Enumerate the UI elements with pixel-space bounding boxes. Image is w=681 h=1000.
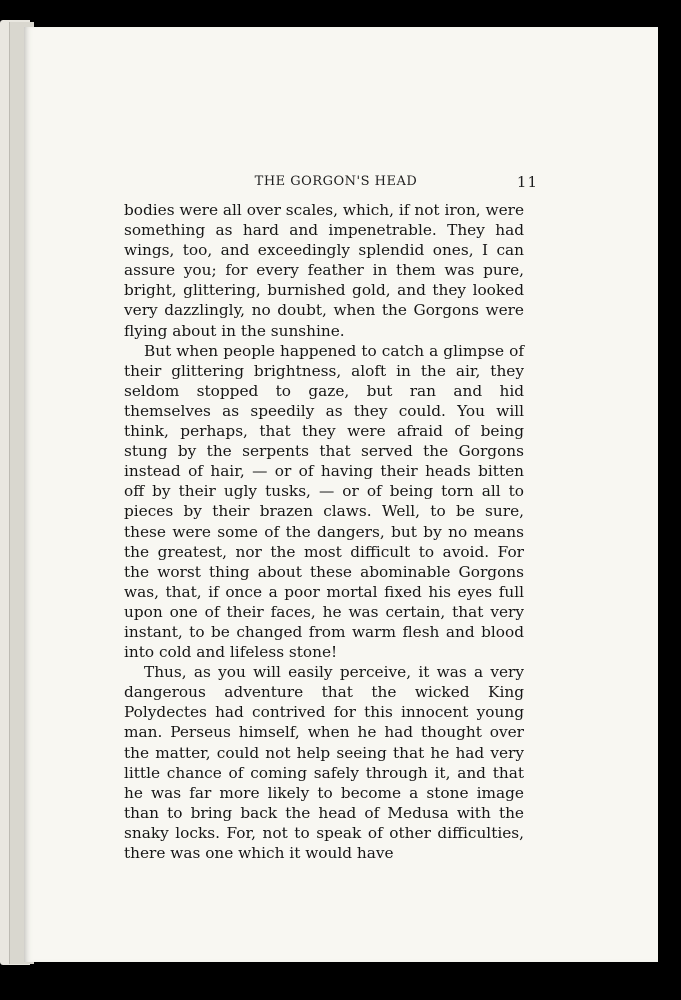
paragraph-gorgons-glimpse: But when people happened to catch a glimpse of their glittering brightness, aloft in the air, they seldom stopped to gaze, but ran and hid themselves as speedily as they could. You will think, perhaps, that they were afraid of being stung by the serpents that served the Gorgons instead of hair, — or of having their heads bitten off by their ugly tusks, — or of being torn all to pieces by their brazen claws. Well, to be sure, these were some of the dangers, but by no means the greatest, nor the most difficult to avoid. For the worst thing about these abominable Gorgons was, that, if once a poor mortal fixed his eyes full upon one of their faces, he was certain, that very instant, to be changed from warm flesh and blood into cold and lifeless stone! [124, 341, 524, 662]
paragraph-dangerous-adventure: Thus, as you will easily perceive, it was a very dangerous adventure that the wicked King Polydectes had contrived for this innocent young man. Perseus himself, when he had thought over the matter, could not help seeing that he had very little chance of coming safely through it, and that he was far more likely to become a stone image than to bring back the head of Medusa with the snaky locks. For, not to speak of other difficulties, there was one which it would have [124, 663, 524, 862]
running-head [148, 172, 538, 194]
running-head-title: THE GORGON'S HEAD [254, 174, 418, 189]
page-number: 11 [516, 173, 538, 191]
book-page [24, 27, 658, 962]
body-text [124, 200, 524, 863]
paragraph-continued: bodies were all over scales, which, if not iron, were something as hard and impenetrable. They had wings, too, and exceedingly splendid ones, I can assure you; for every feather in them was pure, bright, glittering, burnished gold, and they looked very dazzlingly, no doubt, when the Gorgons were flying about in the sunshine. [124, 201, 524, 340]
